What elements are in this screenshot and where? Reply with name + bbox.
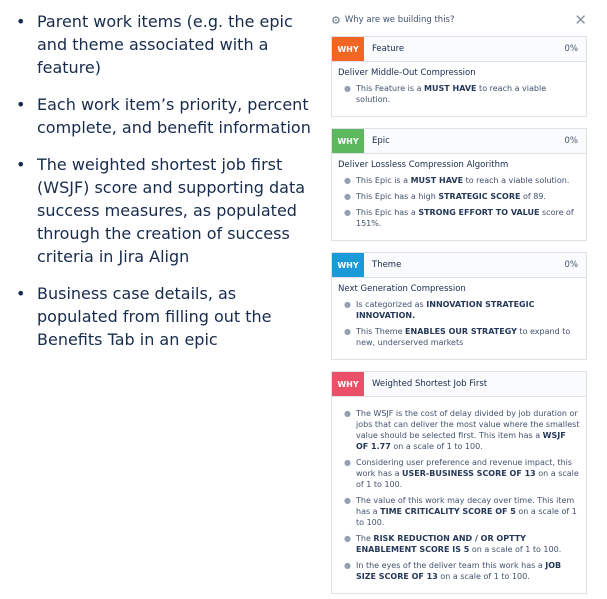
bullet-dot: ●	[344, 300, 351, 309]
card-body	[332, 397, 586, 593]
gear-icon: ⚙	[331, 13, 341, 27]
card-title: Weighted Shortest Job First	[372, 379, 488, 389]
why-card	[331, 128, 587, 241]
reason-item: ● In the eyes of the deliver team this work has a JOB SIZE SCORE OF 13 on a scale of 1 to 100.	[344, 561, 562, 581]
bullet-text: Business case details, as populated from filling out the Benefits Tab in an epic	[37, 284, 272, 349]
emphasis-text: MUST HAVE	[424, 84, 477, 93]
reason-list	[338, 175, 580, 229]
reason-item: ● This Epic has a STRONG EFFORT TO VALUE score of 151%.	[344, 208, 574, 228]
emphasis-text: INNOVATION STRATEGIC INNOVATION.	[356, 300, 535, 320]
reason-item: ● This Epic is a MUST HAVE to reach a viable solution.	[344, 176, 570, 185]
bullet-dot: ●	[344, 458, 351, 467]
bullet-dot: ●	[344, 534, 351, 543]
bullet-dot: ●	[344, 176, 351, 185]
emphasis-text: RISK REDUCTION AND / OR OPTTY ENABLEMENT SCORE IS 5	[356, 534, 526, 554]
left-column	[14, 10, 314, 365]
bullet-text: The weighted shortest job first (WSJF) score and supporting data success measures, as populated through the creation of success criteria in Jira Align	[37, 155, 306, 266]
card-subtitle: Deliver Middle-Out Compression	[338, 68, 476, 78]
reason-item: ● This Theme ENABLES OUR STRATEGY to expand to new, underserved markets	[344, 327, 571, 347]
emphasis-text: STRATEGIC SCORE	[438, 192, 521, 201]
bullet-item	[14, 282, 314, 351]
card-header	[332, 37, 586, 62]
card-body	[332, 278, 586, 359]
card-body	[332, 62, 586, 116]
panel-title: Why are we building this?	[344, 15, 455, 25]
percent-complete: 0%	[564, 136, 578, 146]
close-icon[interactable]: ✕	[574, 10, 587, 29]
bullet-text: Parent work items (e.g. the epic and theme associated with a feature)	[37, 12, 293, 77]
emphasis-text: MUST HAVE	[410, 176, 464, 185]
bullet-dot: ●	[344, 192, 351, 201]
why-card	[331, 371, 587, 594]
reason-item: ● This Feature is a MUST HAVE to reach a viable solution.	[344, 84, 547, 104]
why-badge: WHY	[332, 372, 364, 396]
reason-item: ● This Epic has a high STRATEGIC SCORE of 89.	[344, 192, 546, 201]
bullet-dot: •	[16, 155, 26, 174]
reason-list	[338, 299, 580, 348]
card-title: Epic	[372, 136, 390, 146]
panel-header	[331, 10, 587, 30]
bullet-dot: •	[16, 12, 26, 31]
emphasis-text: JOB SIZE SCORE OF 13	[356, 561, 562, 581]
reason-item: ● Is categorized as INNOVATION STRATEGIC INNOVATION.	[344, 300, 535, 320]
reason-item: ● The value of this work may decay over time. This item has a TIME CRITICALITY SCORE OF 5 on a scale of 1 to 100.	[344, 496, 577, 527]
bullet-item	[14, 93, 314, 139]
bullet-item	[14, 153, 314, 268]
bullet-dot: ●	[344, 496, 351, 505]
emphasis-text: ENABLES OUR STRATEGY	[405, 327, 517, 336]
card-header	[332, 253, 586, 278]
card-title: Theme	[372, 260, 402, 270]
emphasis-text: USER-BUSINESS SCORE OF 13	[402, 469, 536, 478]
reason-list	[338, 408, 580, 582]
why-card	[331, 252, 587, 360]
reason-item: ● The RISK REDUCTION AND / OR OPTTY ENABLEMENT SCORE IS 5 on a scale of 1 to 100.	[344, 534, 562, 554]
why-badge: WHY	[332, 129, 364, 153]
percent-complete: 0%	[564, 260, 578, 270]
card-header	[332, 372, 586, 397]
bullet-list	[14, 10, 314, 351]
card-title: Feature	[372, 44, 405, 54]
bullet-dot: ●	[344, 84, 351, 93]
reason-item: ● The WSJF is the cost of delay divided by job duration or jobs that can deliver the most value where the smallest value should be selected first. This item has a WSJF OF 1.77 on a scale of 1 to 100.	[344, 409, 580, 451]
bullet-dot: •	[16, 284, 26, 303]
bullet-dot: ●	[344, 208, 351, 217]
bullet-text: Each work item’s priority, percent complete, and benefit information	[37, 95, 311, 137]
why-badge: WHY	[332, 37, 364, 61]
bullet-dot: ●	[344, 409, 351, 418]
emphasis-text: TIME CRITICALITY SCORE OF 5	[380, 507, 516, 516]
bullet-dot: ●	[344, 561, 351, 570]
percent-complete: 0%	[564, 44, 578, 54]
card-subtitle: Next Generation Compression	[338, 284, 466, 294]
cards-container	[331, 36, 587, 594]
bullet-dot: •	[16, 95, 26, 114]
card-header	[332, 129, 586, 154]
card-body	[332, 154, 586, 240]
emphasis-text: WSJF OF 1.77	[356, 431, 566, 451]
bullet-dot: ●	[344, 327, 351, 336]
card-subtitle: Deliver Lossless Compression Algorithm	[338, 160, 509, 170]
reason-item: ● Considering user preference and revenue impact, this work has a USER-BUSINESS SCORE OF 13 on a scale of 1 to 100.	[344, 458, 579, 489]
why-panel	[331, 10, 587, 580]
reason-list	[338, 83, 580, 105]
why-card	[331, 36, 587, 117]
emphasis-text: STRONG EFFORT TO VALUE	[418, 208, 540, 217]
bullet-item	[14, 10, 314, 79]
why-badge: WHY	[332, 253, 364, 277]
